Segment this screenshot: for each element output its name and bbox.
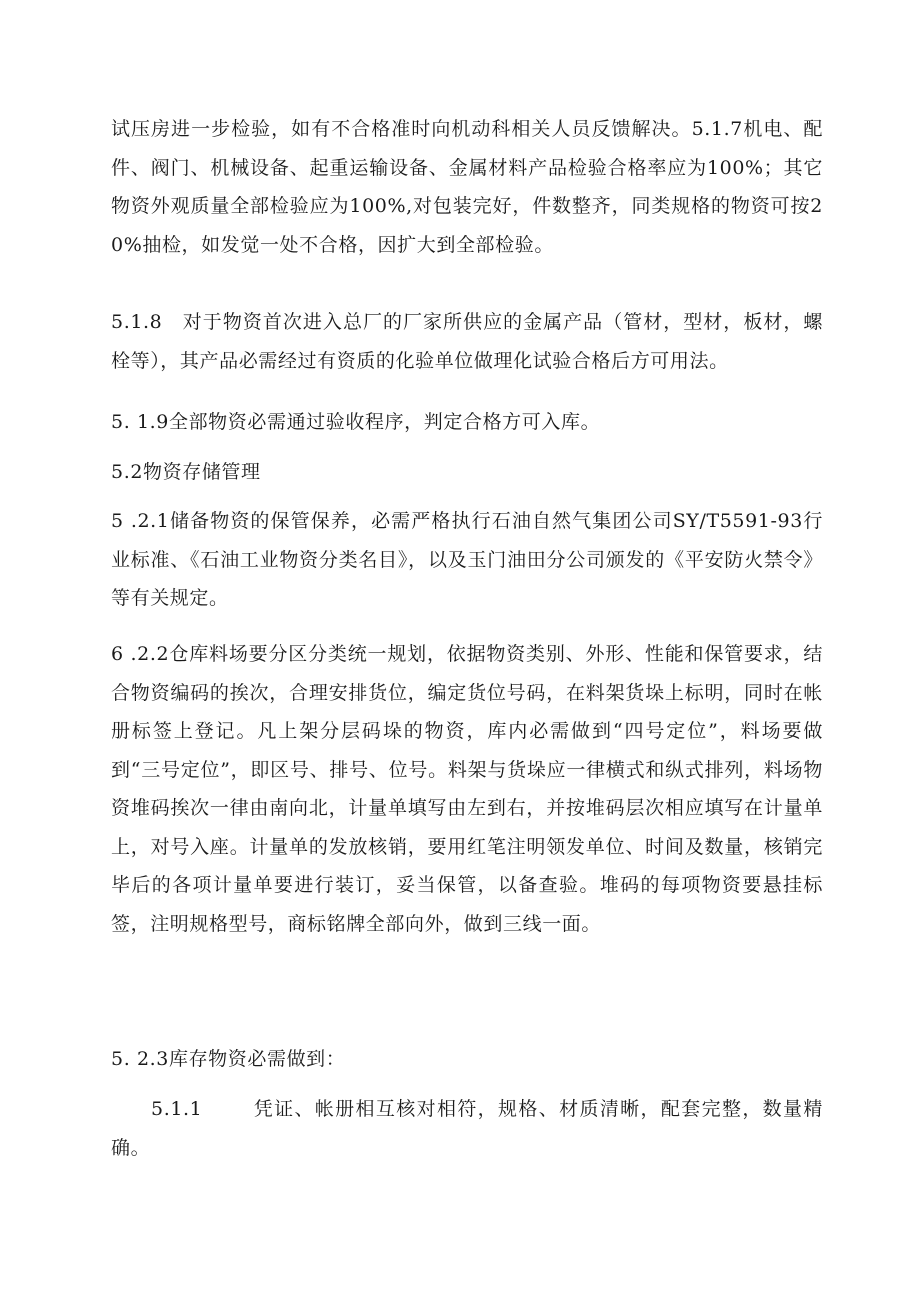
section-heading-5-2: 5.2物资存储管理 [111,461,261,483]
paragraph-5-2-3: 5. 2.3库存物资必需做到： [111,1048,346,1070]
paragraph-5-1-8: 5.1.8 对于物资首次进入总厂的厂家所供应的金属产品（管材，型材，板材，螺栓等），其产品必需经过有资质的化验单位做理化试验合格后方可用法。 [111,311,823,372]
sub-item-number: 5.1.1 [151,1098,203,1120]
sub-item-text: 凭证、帐册相互核对相符，规格、材质清晰，配套完整，数量精确。 [111,1098,823,1159]
paragraph-inspection-rates: 试压房进一步检验，如有不合格准时向机动科相关人员反馈解决。5.1.7机电、配件、阀门、机械设备、起重运输设备、金属材料产品检验合格率应为100%；其它物资外观质量全部检验应为100%,对包装完好，件数整齐，同类规格的物资可按20%抽检，如发觉一处不合格，因扩大到全部检验。 [111,118,823,256]
paragraph-5-2-1: 5 .2.1储备物资的保管保养，必需严格执行石油自然气集团公司SY/T5591-93行业标准、《石油工业物资分类名目》，以及玉门油田分公司颁发的《平安防火禁令》等有关规定。 [111,510,823,609]
paragraph-5-1-9: 5. 1.9全部物资必需通过验收程序，判定合格方可入库。 [111,411,601,433]
paragraph-6-2-2: 6 .2.2仓库料场要分区分类统一规划，依据物资类别、外形、性能和保管要求，结合物资编码的挨次，合理安排货位，编定货位号码，在料架货垛上标明，同时在帐册标签上登记。凡上架分层码垛的物资，库内必需做到“四号定位”，料场要做到“三号定位”，即区号、排号、位号。料架与货垛应一律横式和纵式排列，料场物资堆码挨次一律由南向北，计量单填写由左到右，并按堆码层次相应填写在计量单上，对号入座。计量单的发放核销，要用红笔注明领发单位、时间及数量，核销完毕后的各项计量单要进行装订，妥当保管，以备查验。堆码的每项物资要悬挂标签，注明规格型号，商标铭牌全部向外，做到三线一面。 [111,643,823,935]
sub-item-5-1-1 [111,1090,823,1167]
